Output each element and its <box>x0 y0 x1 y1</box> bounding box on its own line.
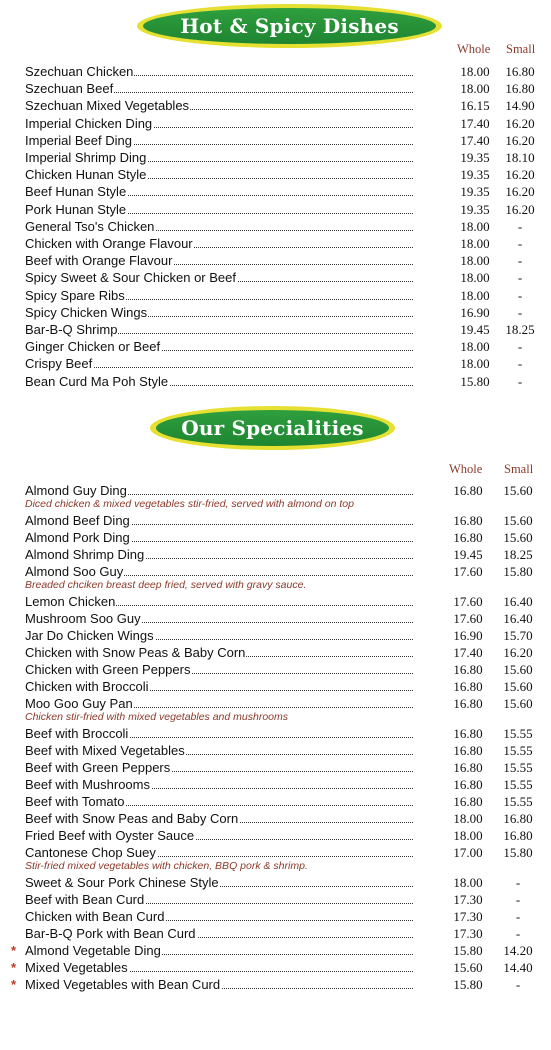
whole-price: 17.30 <box>453 892 483 907</box>
item-label: Crispy Beef <box>25 356 93 372</box>
item-name <box>25 925 413 942</box>
whole-price: 15.80 <box>453 977 483 992</box>
small-price: 18.10 <box>505 150 535 165</box>
item-name <box>25 115 413 132</box>
item-name <box>25 976 413 993</box>
whole-price: 18.00 <box>460 339 490 355</box>
item-name <box>25 827 413 844</box>
item-label: Beef with Tomato <box>25 794 125 809</box>
item-label: Almond Soo Guy <box>25 564 124 579</box>
item-name <box>25 149 413 166</box>
item-name <box>25 287 413 304</box>
whole-price: 17.40 <box>460 115 490 131</box>
item-name <box>25 269 413 286</box>
whole-price: 16.80 <box>453 760 483 775</box>
whole-price: 17.40 <box>453 645 483 660</box>
item-name <box>25 63 413 80</box>
small-price: - <box>515 875 521 890</box>
small-price: 16.20 <box>505 115 535 131</box>
small-price: 15.55 <box>503 726 533 741</box>
whole-price: 18.00 <box>460 253 490 269</box>
item-description: Stir-fried mixed vegetables with chicken, BBQ pork & shrimp. <box>25 860 308 872</box>
item-name <box>25 844 413 861</box>
item-label: Almond Pork Ding <box>25 530 130 545</box>
small-price: 16.80 <box>503 811 533 826</box>
item-label: Chicken Hunan Style <box>25 167 147 183</box>
whole-price: 19.45 <box>453 547 483 562</box>
item-name <box>25 201 413 218</box>
item-name <box>25 563 413 580</box>
item-name <box>25 661 413 678</box>
whole-price: 18.00 <box>453 828 483 843</box>
small-price: 16.40 <box>503 611 533 626</box>
small-price: - <box>517 218 523 234</box>
small-price: 16.80 <box>503 828 533 843</box>
item-label: Beef with Green Peppers <box>25 760 171 775</box>
whole-price: 19.45 <box>460 322 490 337</box>
col-whole-header: Whole <box>449 462 483 476</box>
item-label: Moo Goo Guy Pan <box>25 696 133 711</box>
item-name <box>25 304 413 321</box>
item-label: Sweet & Sour Pork Chinese Style <box>25 875 219 890</box>
whole-price: 17.60 <box>453 594 483 609</box>
whole-price: 16.80 <box>453 662 483 677</box>
banner-fill <box>143 8 436 44</box>
small-price: - <box>515 909 521 924</box>
small-price: 15.55 <box>503 760 533 775</box>
item-label: Lemon Chicken <box>25 594 116 609</box>
small-price: - <box>517 236 523 251</box>
section-title: Hot & Spicy Dishes <box>180 14 399 38</box>
small-price: - <box>517 253 523 269</box>
item-name <box>25 695 413 712</box>
item-label: Bar-B-Q Pork with Bean Curd <box>25 926 196 941</box>
whole-price: 19.35 <box>460 201 490 217</box>
item-name <box>25 80 413 97</box>
small-price: 18.25 <box>505 322 535 337</box>
small-price: 16.80 <box>505 64 535 79</box>
col-whole-header: Whole <box>457 42 491 56</box>
small-price: 15.55 <box>503 743 533 758</box>
item-name <box>25 373 413 390</box>
small-price: 15.60 <box>503 483 533 498</box>
item-name <box>25 218 413 235</box>
small-price: 15.55 <box>503 794 533 809</box>
whole-price: 16.80 <box>453 726 483 741</box>
whole-price: 18.00 <box>460 81 490 97</box>
item-label: Almond Guy Ding <box>25 483 127 498</box>
item-name <box>25 252 413 269</box>
small-price: 16.20 <box>505 201 535 217</box>
whole-price: 18.00 <box>453 875 483 890</box>
whole-price: 15.80 <box>460 373 490 389</box>
item-label: Imperial Shrimp Ding <box>25 150 147 165</box>
whole-price: 19.35 <box>460 150 490 165</box>
small-price: 16.80 <box>505 81 535 97</box>
item-name <box>25 874 413 891</box>
small-price: - <box>515 892 521 907</box>
item-name <box>25 776 413 793</box>
whole-price: 16.80 <box>453 794 483 809</box>
item-label: Beef with Broccoli <box>25 726 129 741</box>
col-small-header: Small <box>506 42 536 56</box>
whole-price: 16.15 <box>460 98 490 114</box>
whole-price: 16.80 <box>453 513 483 528</box>
item-name <box>25 942 413 959</box>
item-name <box>25 793 413 810</box>
item-label: Bar-B-Q Shrimp <box>25 322 118 337</box>
whole-price: 17.30 <box>453 926 483 941</box>
item-label: Szechuan Chicken <box>25 64 134 79</box>
item-label: Beef with Bean Curd <box>25 892 145 907</box>
small-price: - <box>515 926 521 941</box>
item-description: Chicken stir-fried with mixed vegetables and mushrooms <box>25 711 289 723</box>
specialities-banner <box>0 404 551 452</box>
whole-price: 15.60 <box>453 960 483 975</box>
item-name <box>25 725 413 742</box>
item-label: Bean Curd Ma Poh Style <box>25 373 169 389</box>
item-label: Spicy Chicken Wings <box>25 304 148 320</box>
small-price: 16.20 <box>503 645 533 660</box>
item-name <box>25 678 413 695</box>
whole-price: 17.00 <box>453 845 483 860</box>
item-name <box>25 546 413 563</box>
small-price: - <box>517 373 523 389</box>
small-price: 15.80 <box>503 564 533 579</box>
small-price: 16.40 <box>503 594 533 609</box>
item-name <box>25 610 413 627</box>
whole-price: 16.80 <box>453 777 483 792</box>
item-label: Almond Beef Ding <box>25 513 130 528</box>
whole-price: 18.00 <box>460 270 490 286</box>
small-price: 15.60 <box>503 513 533 528</box>
small-price: 15.60 <box>503 679 533 694</box>
small-price: 15.80 <box>503 845 533 860</box>
whole-price: 18.00 <box>460 356 490 372</box>
small-price: 15.70 <box>503 628 533 643</box>
section-title: Our Specialities <box>181 416 364 440</box>
item-name <box>25 338 413 355</box>
item-label: Jar Do Chicken Wings <box>25 628 154 643</box>
item-name <box>25 529 413 546</box>
item-label: Almond Shrimp Ding <box>25 547 145 562</box>
whole-price: 19.35 <box>460 184 490 200</box>
item-description: Breaded chciken breast deep fried, served with gravy sauce. <box>25 579 307 591</box>
whole-price: 17.30 <box>453 909 483 924</box>
whole-price: 16.90 <box>460 304 490 320</box>
whole-price: 18.00 <box>460 236 490 251</box>
item-label: Spicy Sweet & Sour Chicken or Beef <box>25 270 236 286</box>
item-label: Beef with Orange Flavour <box>25 253 173 269</box>
item-label: Beef with Snow Peas and Baby Corn <box>25 811 239 826</box>
col-small-header: Small <box>504 462 534 476</box>
item-label: Pork Hunan Style <box>25 201 127 217</box>
item-label: Almond Vegetable Ding <box>25 943 161 958</box>
item-name <box>25 759 413 776</box>
item-label: General Tso's Chicken <box>25 218 155 234</box>
small-price: 15.60 <box>503 662 533 677</box>
vegetarian-star-icon: * <box>11 943 17 958</box>
item-label: Chicken with Orange Flavour <box>25 236 193 251</box>
whole-price: 17.60 <box>453 564 483 579</box>
item-label: Beef Hunan Style <box>25 184 127 200</box>
item-name <box>25 321 413 338</box>
banner-fill <box>156 410 389 446</box>
small-price: 15.55 <box>503 777 533 792</box>
whole-price: 16.80 <box>453 696 483 711</box>
small-price: 16.20 <box>505 167 535 183</box>
small-price: 18.25 <box>503 547 533 562</box>
whole-price: 19.35 <box>460 167 490 183</box>
item-label: Beef with Mushrooms <box>25 777 150 792</box>
small-price: 16.20 <box>505 184 535 200</box>
item-label: Chicken with Bean Curd <box>25 909 165 924</box>
item-name <box>25 482 413 499</box>
item-label: Mushroom Soo Guy <box>25 611 141 626</box>
item-name <box>25 235 413 252</box>
item-name <box>25 183 413 200</box>
whole-price: 16.90 <box>453 628 483 643</box>
item-label: Beef with Mixed Vegetables <box>25 743 185 758</box>
small-price: - <box>517 287 523 303</box>
item-name <box>25 742 413 759</box>
item-label: Ginger Chicken or Beef <box>25 339 161 355</box>
item-label: Szechuan Beef <box>25 81 114 97</box>
small-price: - <box>517 356 523 372</box>
item-name <box>25 644 413 661</box>
whole-price: 16.80 <box>453 679 483 694</box>
item-name <box>25 512 413 529</box>
whole-price: 16.80 <box>453 743 483 758</box>
small-price: - <box>515 977 521 992</box>
whole-price: 16.80 <box>453 483 483 498</box>
item-name <box>25 166 413 183</box>
item-label: Chicken with Green Peppers <box>25 662 191 677</box>
item-label: Chicken with Broccoli <box>25 679 149 694</box>
whole-price: 18.00 <box>460 287 490 303</box>
item-label: Spicy Spare Ribs <box>25 287 125 303</box>
item-name <box>25 355 413 372</box>
small-price: 15.60 <box>503 696 533 711</box>
small-price: 16.20 <box>505 132 535 148</box>
item-name <box>25 132 413 149</box>
vegetarian-star-icon: * <box>11 960 17 975</box>
item-name <box>25 908 413 925</box>
whole-price: 15.80 <box>453 943 483 958</box>
item-label: Cantonese Chop Suey <box>25 845 156 860</box>
item-label: Szechuan Mixed Vegetables <box>25 98 190 114</box>
whole-price: 17.60 <box>453 611 483 626</box>
small-price: - <box>517 304 523 320</box>
item-label: Chicken with Snow Peas & Baby Corn <box>25 645 246 660</box>
vegetarian-star-icon: * <box>11 977 17 992</box>
item-label: Mixed Vegetables with Bean Curd <box>25 977 221 992</box>
small-price: 15.60 <box>503 530 533 545</box>
small-price: 14.90 <box>505 98 535 114</box>
item-name <box>25 810 413 827</box>
item-name <box>25 627 413 644</box>
small-price: - <box>517 270 523 286</box>
item-name <box>25 891 413 908</box>
item-name <box>25 593 413 610</box>
small-price: 14.20 <box>503 943 533 958</box>
item-label: Fried Beef with Oyster Sauce <box>25 828 195 843</box>
item-label: Imperial Beef Ding <box>25 132 132 148</box>
whole-price: 18.00 <box>460 218 490 234</box>
item-name <box>25 97 413 114</box>
whole-price: 18.00 <box>460 64 490 79</box>
small-price: 14.40 <box>503 960 533 975</box>
item-name <box>25 959 413 976</box>
item-description: Diced chicken & mixed vegetables stir-fried, served with almond on top <box>25 498 354 510</box>
item-label: Imperial Chicken Ding <box>25 115 153 131</box>
item-label: Mixed Vegetables <box>25 960 128 975</box>
whole-price: 17.40 <box>460 132 490 148</box>
small-price: - <box>517 339 523 355</box>
whole-price: 16.80 <box>453 530 483 545</box>
whole-price: 18.00 <box>453 811 483 826</box>
